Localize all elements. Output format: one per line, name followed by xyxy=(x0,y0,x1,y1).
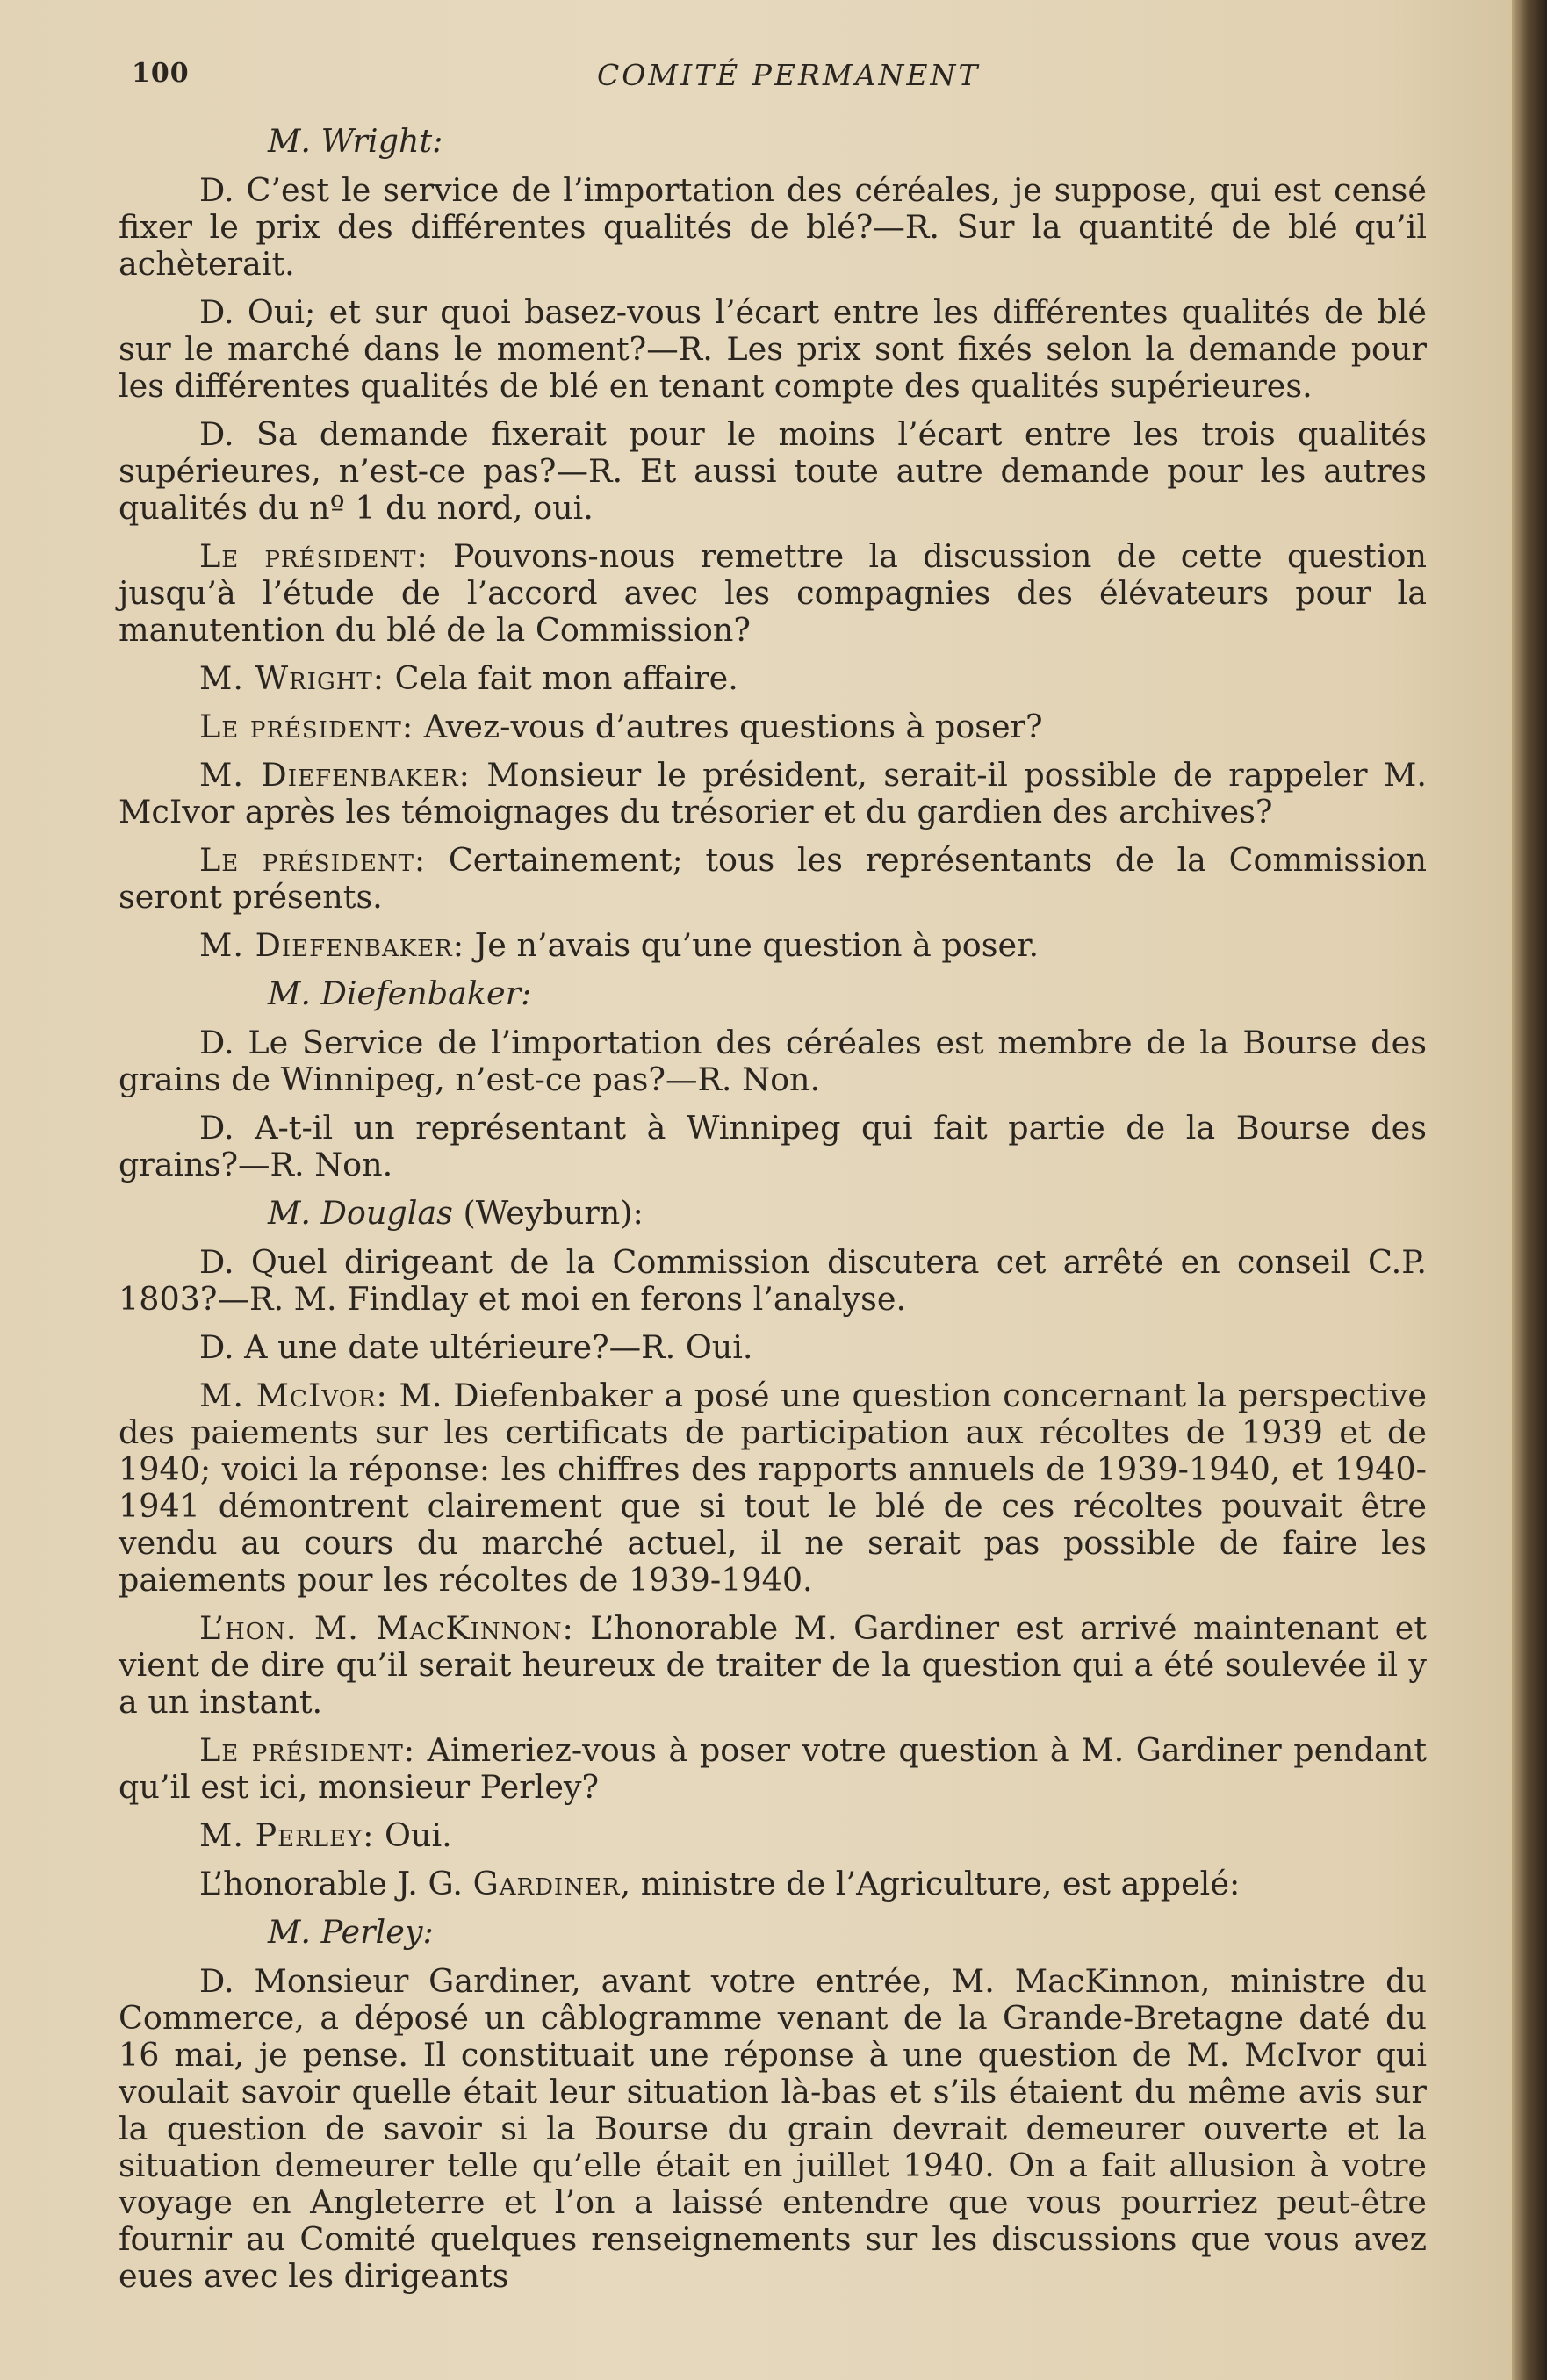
question-paragraph: D. Monsieur Gardiner, avant votre entrée, M. MacKinnon, ministre du Commerce, a déposé un câblogramme venant de la Grande-Bretagne daté du 16 mai, je pense. Il constituait une réponse à une question de M. McIvor qui voulait savoir quelle était leur situation là-bas et s’ils étaient du même avis sur la question de savoir si la Bourse du grain devrait demeurer ouverte et la situation demeurer telle qu’elle était en juillet 1940. On a fait allusion à votre voyage en Angleterre et l’on a laissé entendre que vous pourriez peut-être fournir au Comité quelques renseignements sur les discussions que vous avez eues avec les dirigeants xyxy=(119,1962,1427,2295)
speaker-paragraph xyxy=(119,1610,1427,1721)
speaker-name: L’hon. M. MacKinnon: xyxy=(199,1609,574,1647)
speaker-paragraph xyxy=(119,842,1427,916)
speaker-paragraph xyxy=(119,538,1427,649)
speech-text: Certainement; tous les représentants de la Commission seront présents. xyxy=(119,841,1427,916)
speaker-name: M. Wright: xyxy=(199,659,385,697)
page-header xyxy=(132,58,1449,102)
examiner-heading: M. Diefenbaker: xyxy=(268,974,532,1012)
speech-text: Pouvons-nous remettre la discussion de cette question jusqu’à l’étude de l’accord avec les compagnies des élévateurs pour la manutention du blé de la Commission? xyxy=(119,537,1427,649)
examiner-heading xyxy=(119,1195,1427,1232)
speech-text: Oui. xyxy=(374,1816,452,1854)
speaker-name: M. McIvor: xyxy=(199,1377,388,1414)
page-number: 100 xyxy=(132,58,190,89)
speaker-name: Le président: xyxy=(199,841,427,879)
speaker-paragraph xyxy=(119,1817,1427,1854)
speaker-name: M. Perley: xyxy=(199,1816,375,1854)
running-head: COMITÉ PERMANENT xyxy=(597,58,981,92)
examiner-heading: M. Perley: xyxy=(268,1913,434,1951)
witness-role: , ministre de l’Agriculture, est appelé: xyxy=(620,1865,1241,1902)
speaker-paragraph xyxy=(119,1377,1427,1599)
speech-text: Cela fait mon affaire. xyxy=(385,659,738,697)
question-paragraph: D. C’est le service de l’importation des céréales, je suppose, qui est censé fixer le prix des différentes qualités de blé?—R. Sur la quantité de blé qu’il achèterait. xyxy=(119,171,1427,283)
witness-intro: L’honorable J. G. xyxy=(199,1865,473,1902)
question-paragraph: D. Quel dirigeant de la Commission discutera cet arrêté en conseil C.P. 1803?—R. M. Findlay et moi en ferons l’analyse. xyxy=(119,1243,1427,1318)
witness-called-paragraph xyxy=(119,1866,1427,1902)
speaker-name: M. Diefenbaker: xyxy=(199,926,465,964)
speech-text: M. Diefenbaker a posé une question concernant la perspective des paiements sur les certificats de participation aux récoltes de 1939 et de 1940; voici la réponse: les chiffres des rapports annuels de 1939-1940, et 1940-1941 démontrent clairement que si tout le blé de ces récoltes pouvait être vendu au cours du marché actuel, il ne serait pas possible de faire les paiements pour les récoltes de 1939-1940. xyxy=(119,1377,1427,1599)
speaker-name: Le président: xyxy=(199,1731,416,1769)
book-spine xyxy=(1512,0,1547,2380)
speech-text: Avez-vous d’autres questions à poser? xyxy=(414,708,1043,745)
page-body xyxy=(119,123,1427,2306)
question-paragraph: D. A-t-il un représentant à Winnipeg qui fait partie de la Bourse des grains?—R. Non. xyxy=(119,1109,1427,1183)
question-paragraph: D. Oui; et sur quoi basez-vous l’écart entre les différentes qualités de blé sur le marché dans le moment?—R. Les prix sont fixés selon la demande pour les différentes qualités de blé en tenant compte des qualités supérieures. xyxy=(119,293,1427,405)
speech-text: Monsieur le président, serait-il possible de rappeler M. McIvor après les témoignages du trésorier et du gardien des archives? xyxy=(119,756,1427,830)
speaker-paragraph xyxy=(119,708,1427,745)
speaker-paragraph xyxy=(119,660,1427,697)
speaker-name: Le président: xyxy=(199,708,414,745)
speaker-name: Le président: xyxy=(199,537,428,575)
speech-text: Aimeriez-vous à poser votre question à M. Gardiner pendant qu’il est ici, monsieur Perley? xyxy=(119,1731,1427,1806)
examiner-heading: M. Wright: xyxy=(268,122,443,160)
speech-text: Je n’avais qu’une question à poser. xyxy=(464,926,1040,964)
speech-text: L’honorable M. Gardiner est arrivé maintenant et vient de dire qu’il serait heureux de traiter de la question qui a été soulevée il y a un instant. xyxy=(119,1609,1428,1721)
speaker-paragraph xyxy=(119,757,1427,830)
question-paragraph: D. Le Service de l’importation des céréales est membre de la Bourse des grains de Winnipeg, n’est-ce pas?—R. Non. xyxy=(119,1024,1427,1098)
witness-name: Gardiner xyxy=(472,1865,621,1902)
question-paragraph: D. A une date ultérieure?—R. Oui. xyxy=(199,1328,753,1366)
speaker-paragraph xyxy=(119,1732,1427,1806)
examiner-riding: (Weyburn): xyxy=(452,1194,644,1232)
speaker-paragraph xyxy=(119,927,1427,964)
examiner-name: M. Douglas xyxy=(268,1194,453,1232)
speaker-name: M. Diefenbaker: xyxy=(199,756,471,794)
question-paragraph: D. Sa demande fixerait pour le moins l’écart entre les trois qualités supérieures, n’est-ce pas?—R. Et aussi toute autre demande pour les autres qualités du nº 1 du nord, oui. xyxy=(119,415,1427,527)
